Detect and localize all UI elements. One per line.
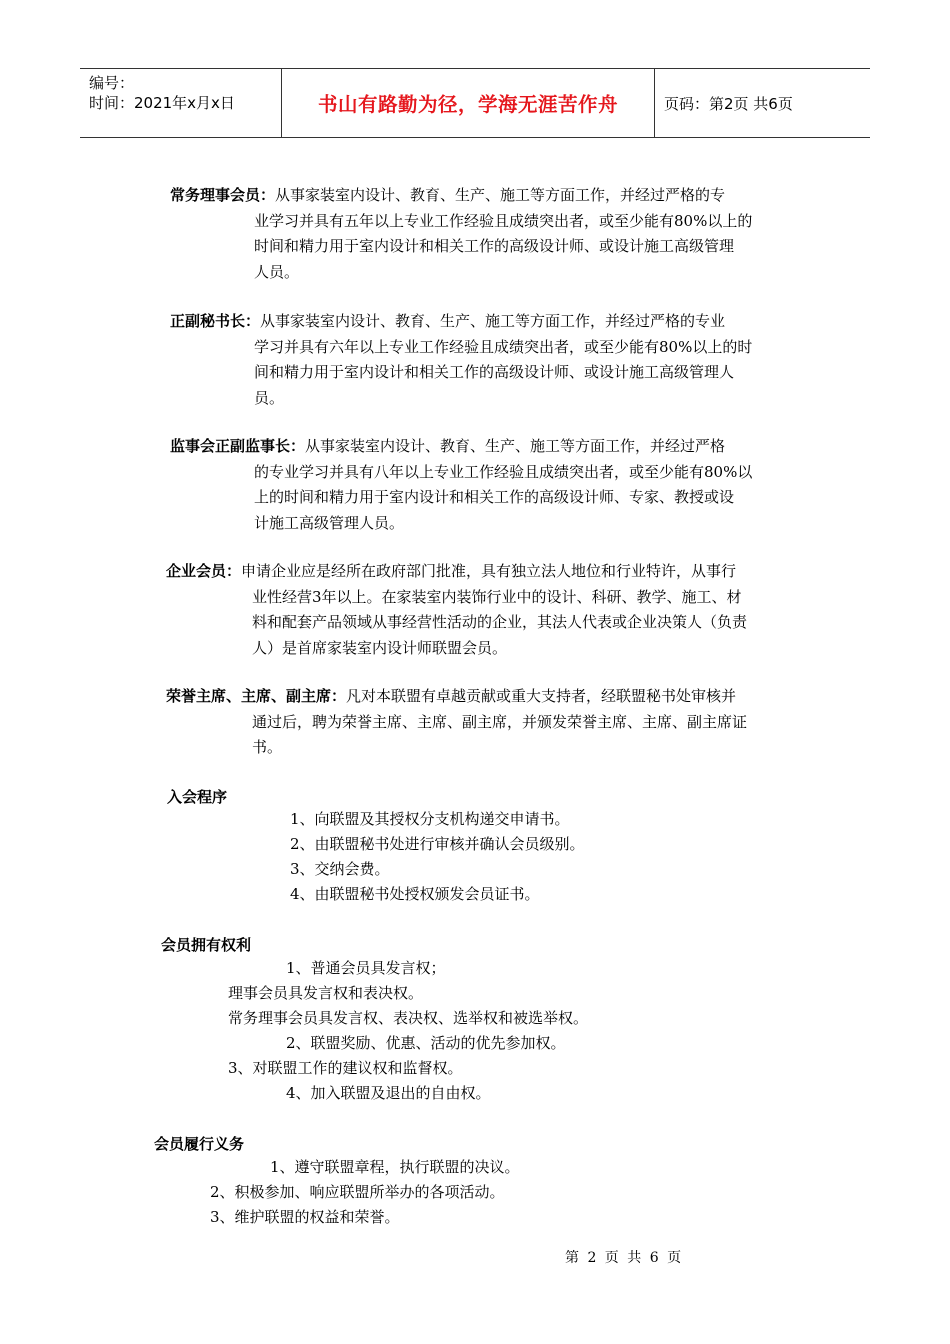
header-motto: 书山有路勤为径，学海无涯苦作舟 <box>317 93 618 116</box>
section-supervisor <box>170 434 752 536</box>
member-rights-heading: 会员拥有权利 <box>161 936 252 954</box>
section-line: 计施工高级管理人员。 <box>254 513 405 532</box>
page-header <box>80 68 870 138</box>
member-duties-heading: 会员履行义务 <box>154 1135 245 1153</box>
section-line: 书。 <box>252 738 283 756</box>
member-rights-item: 4、加入联盟及退出的自由权。 <box>286 1084 491 1102</box>
section-secretary-general <box>170 309 752 411</box>
section-honorary-chair <box>166 684 747 761</box>
section-line: 业学习并具有五年以上专业工作经验且成绩突出者，或至少能有80%以上的 <box>254 211 753 230</box>
section-line: 时间和精力用于室内设计和相关工作的高级设计师、或设计施工高级管理 <box>254 237 735 255</box>
join-procedure-item: 4、由联盟秘书处授权颁发会员证书。 <box>290 885 540 903</box>
section-label: 荣誉主席、主席、副主席： <box>166 687 347 705</box>
section-label: 监事会正副监事长： <box>170 437 306 455</box>
section-enterprise-member <box>166 559 747 661</box>
member-rights-item: 理事会员具发言权和表决权。 <box>228 984 424 1002</box>
join-procedure-heading: 入会程序 <box>167 788 228 806</box>
member-rights-item: 3、对联盟工作的建议权和监督权。 <box>228 1059 463 1077</box>
join-procedure-item: 3、交纳会费。 <box>290 860 390 878</box>
header-left-cell <box>80 69 282 137</box>
section-standing-director <box>170 183 752 285</box>
page-footer: 第 2 页 共 6 页 <box>565 1250 682 1266</box>
member-duties-item: 3、维护联盟的权益和荣誉。 <box>210 1208 400 1226</box>
section-line: 间和精力用于室内设计和相关工作的高级设计师、或设计施工高级管理人 <box>254 363 735 381</box>
section-line: 人）是首席家装室内设计师联盟会员。 <box>252 638 508 657</box>
section-line: 通过后，聘为荣誉主席、主席、副主席，并颁发荣誉主席、主席、副主席证 <box>252 712 748 731</box>
member-rights-item: 常务理事会员具发言权、表决权、选举权和被选举权。 <box>228 1009 589 1027</box>
section-line: 人员。 <box>254 262 300 281</box>
join-procedure-item: 2、由联盟秘书处进行审核并确认会员级别。 <box>290 835 585 853</box>
member-rights-item: 2、联盟奖励、优惠、活动的优先参加权。 <box>286 1034 566 1052</box>
member-rights-item: 1、普通会员具发言权； <box>286 959 446 977</box>
header-page-cell <box>655 69 870 137</box>
member-duties-item: 2、积极参加、响应联盟所举办的各项活动。 <box>210 1183 505 1201</box>
section-line: 申请企业应是经所在政府部门批准，具有独立法人地位和行业特许，从事行 <box>241 562 737 580</box>
section-line: 从事家装室内设计、教育、生产、施工等方面工作，并经过严格 <box>305 437 726 455</box>
section-line: 员。 <box>254 388 285 407</box>
document-time-label: 时间：2021年x月x日 <box>89 94 235 112</box>
member-duties-item: 1、遵守联盟章程，执行联盟的决议。 <box>270 1158 520 1176</box>
section-line: 从事家装室内设计、教育、生产、施工等方面工作，并经过严格的专业 <box>260 312 726 330</box>
join-procedure-item: 1、向联盟及其授权分支机构递交申请书。 <box>290 810 570 828</box>
section-line: 从事家装室内设计、教育、生产、施工等方面工作，并经过严格的专 <box>275 186 726 204</box>
section-label: 常务理事会员： <box>170 186 276 204</box>
section-line: 的专业学习并具有八年以上专业工作经验且成绩突出者，或至少能有80%以 <box>254 462 753 481</box>
section-line: 料和配套产品领域从事经营性活动的企业，其法人代表或企业决策人（负责 <box>252 613 748 631</box>
section-label: 企业会员： <box>166 562 242 580</box>
section-label: 正副秘书长： <box>170 312 261 330</box>
document-number-label: 编号： <box>89 74 135 92</box>
section-line: 业性经营3年以上。在家装室内装饰行业中的设计、科研、教学、施工、材 <box>252 587 742 606</box>
header-page-info: 页码：第2页 共6页 <box>664 94 793 113</box>
section-line: 学习并具有六年以上专业工作经验且成绩突出者，或至少能有80%以上的时 <box>254 337 753 356</box>
section-line: 凡对本联盟有卓越贡献或重大支持者，经联盟秘书处审核并 <box>346 687 737 705</box>
section-line: 上的时间和精力用于室内设计和相关工作的高级设计师、专家、教授或设 <box>254 488 735 506</box>
header-motto-cell <box>282 69 655 137</box>
